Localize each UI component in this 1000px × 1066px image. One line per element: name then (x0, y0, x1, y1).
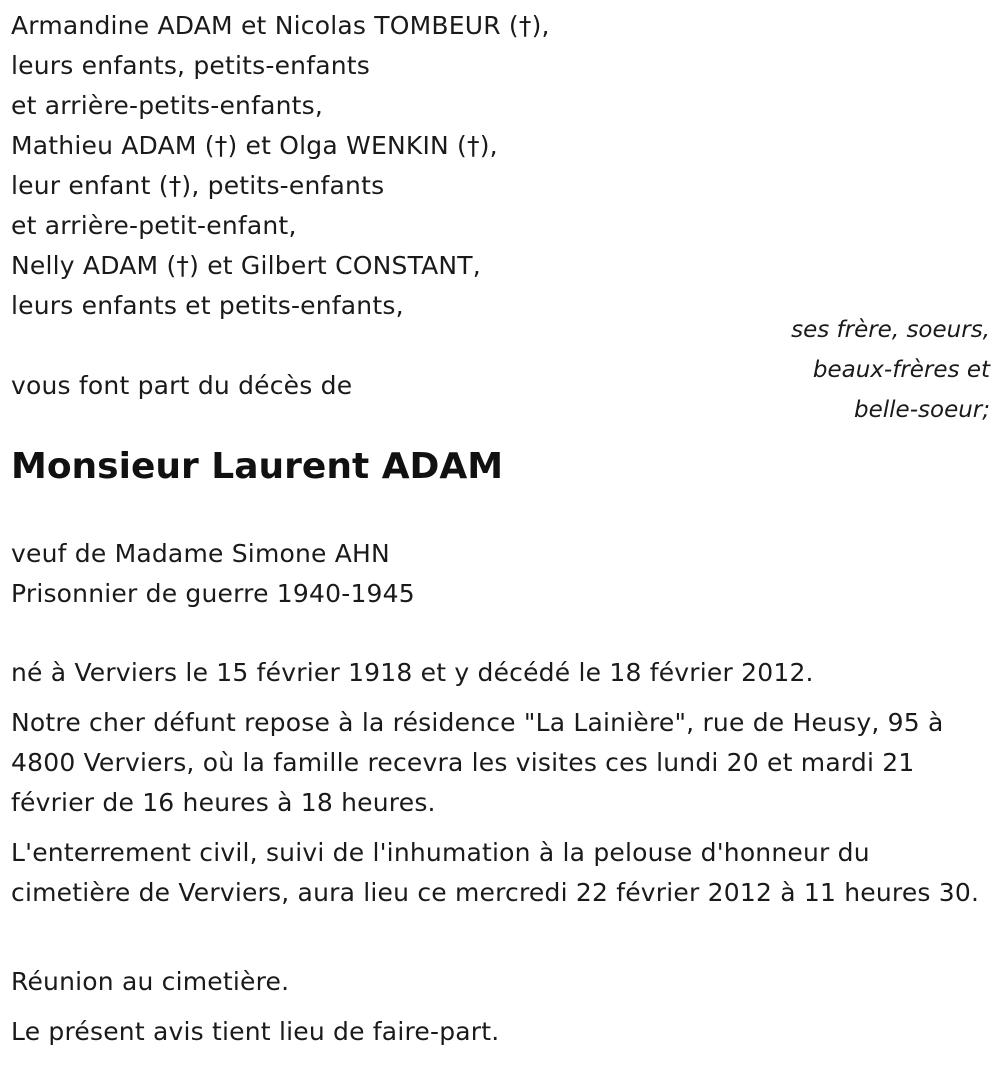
widow-of-text: veuf de Madame Simone AHN (11, 539, 390, 568)
family-line-2: leurs enfants, petits-enfants (11, 51, 370, 80)
meeting-text: Réunion au cimetière. (11, 967, 290, 996)
deceased-name: Monsieur Laurent ADAM (11, 446, 504, 487)
relation-line-3: belle-soeur; (854, 397, 990, 423)
funeral-paragraph: L'enterrement civil, suivi de l'inhumation à la pelouse d'honneur du cimetière de Verviers, aura lieu ce mercredi 22 février 2012 à 11 heures 30. (11, 838, 980, 907)
family-line-5: leur enfant (†), petits-enfants (11, 171, 385, 200)
family-line-1: Armandine ADAM et Nicolas TOMBEUR (†), (11, 11, 550, 40)
birth-death-text: né à Verviers le 15 février 1918 et y décédé le 18 février 2012. (11, 658, 814, 687)
family-line-8: leurs enfants et petits-enfants, (11, 291, 404, 320)
family-line-4: Mathieu ADAM (†) et Olga WENKIN (†), (11, 131, 498, 160)
family-line-3: et arrière-petits-enfants, (11, 91, 324, 120)
rest-paragraph: Notre cher défunt repose à la résidence "La Lainière", rue de Heusy, 95 à 4800 Verviers, où la famille recevra les visites ces lundi 20 et mardi 21 février de 16 heures à 18 heures. (11, 708, 944, 817)
announcement-text: vous font part du décès de (11, 371, 353, 400)
family-line-6: et arrière-petit-enfant, (11, 211, 297, 240)
prisoner-note: Prisonnier de guerre 1940-1945 (11, 579, 415, 608)
family-line-7: Nelly ADAM (†) et Gilbert CONSTANT, (11, 251, 481, 280)
notice-text: Le présent avis tient lieu de faire-part. (11, 1017, 500, 1046)
relation-line-2: beaux-frères et (812, 357, 990, 383)
relation-line-1: ses frère, soeurs, (791, 317, 990, 343)
